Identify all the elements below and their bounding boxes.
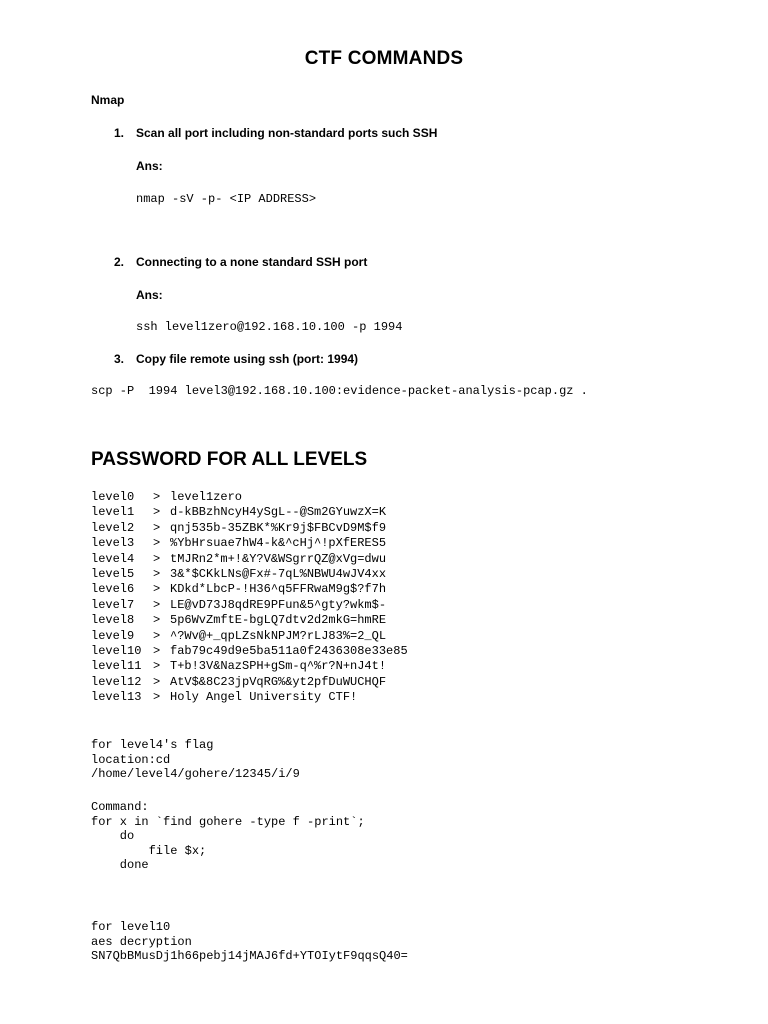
level-name: level7: [91, 597, 135, 612]
password-value: %YbHrsuae7hW4-k&^cHj^!pXfERES5: [170, 536, 387, 551]
level-name: level10: [91, 643, 142, 658]
question-3: [114, 352, 359, 366]
text-line: location:cd: [91, 752, 171, 767]
arrow: >: [153, 613, 161, 628]
password-row: [91, 598, 408, 613]
answer-label: Ans:: [136, 159, 163, 173]
password-row: [91, 582, 408, 597]
password-value: fab79c49d9e5ba511a0f2436308e33e85: [170, 643, 408, 658]
question-text: Connecting to a none standard SSH port: [136, 255, 368, 269]
flag-location-block: [91, 738, 300, 782]
text-line: /home/level4/gohere/12345/i/9: [91, 767, 300, 782]
password-row: [91, 567, 408, 582]
password-value: Holy Angel University CTF!: [170, 690, 358, 705]
command-block: [91, 800, 365, 873]
level-name: level0: [91, 490, 135, 504]
password-row: [91, 552, 408, 567]
password-value: KDkd*LbcP-!H36^q5FFRwaM9g$?f7h: [170, 582, 387, 597]
password-value: 3&*$CKkLNs@Fx#-7qL%NBWU4wJV4xx: [170, 566, 387, 581]
text-line: Command:: [91, 800, 149, 814]
level-name: level8: [91, 613, 135, 628]
arrow: >: [153, 674, 161, 689]
password-row: [91, 675, 408, 690]
password-row: [91, 644, 408, 659]
text-line: aes decryption: [91, 934, 192, 949]
level-name: level3: [91, 536, 135, 551]
level-name: level5: [91, 566, 135, 581]
password-value: qnj535b-35ZBK*%Kr9j$FBCvD9M$f9: [170, 520, 387, 535]
level-name: level4: [91, 551, 135, 566]
question-number: 3.: [114, 352, 125, 366]
question-text: Scan all port including non-standard ports such SSH: [136, 126, 438, 140]
text-line: do: [91, 829, 135, 844]
password-value: LE@vD73J8qdRE9PFun&5^gty?wkm$-: [170, 597, 387, 612]
password-list: [91, 490, 408, 705]
text-line: file $x;: [91, 843, 207, 858]
question-number: 2.: [114, 255, 125, 269]
password-row: [91, 629, 408, 644]
arrow: >: [153, 659, 161, 674]
question-1: [114, 126, 438, 140]
text-line: for x in `find gohere -type f -print`;: [91, 814, 365, 829]
question-number: 1.: [114, 126, 125, 140]
password-value: tMJRn2*m+!&Y?V&WSgrrQZ@xVg=dwu: [170, 551, 387, 566]
arrow: >: [153, 566, 161, 581]
text-line: for level10: [91, 920, 171, 934]
password-value: level1zero: [170, 490, 243, 504]
arrow: >: [153, 582, 161, 597]
password-value: d-kBBzhNcyH4ySgL--@Sm2GYuwzX=K: [170, 505, 387, 520]
arrow: >: [153, 520, 161, 535]
question-text: Copy file remote using ssh (port: 1994): [136, 352, 359, 366]
aes-decryption-block: [91, 920, 408, 964]
password-value: ^?Wv@+_qpLZsNkNPJM?rLJ83%=2_QL: [170, 628, 387, 643]
password-row: [91, 536, 408, 551]
text-line: for level4's flag: [91, 738, 214, 752]
password-row: [91, 659, 408, 674]
arrow: >: [153, 597, 161, 612]
password-value: 5p6WvZmftE-bgLQ7dtv2d2mkG=hmRE: [170, 613, 387, 628]
text-line: SN7QbBMusDj1h66pebj14jMAJ6fd+YTOIytF9qqsQ40=: [91, 949, 408, 964]
arrow: >: [153, 690, 161, 705]
question-2: [114, 255, 368, 269]
password-row: [91, 690, 408, 705]
password-value: T+b!3V&NazSPH+gSm-q^%r?N+nJ4t!: [170, 659, 387, 674]
arrow: >: [153, 490, 161, 504]
arrow: >: [153, 643, 161, 658]
command-line: ssh level1zero@192.168.10.100 -p 1994: [136, 320, 403, 334]
level-name: level12: [91, 674, 142, 689]
level-name: level9: [91, 628, 135, 643]
password-row: [91, 505, 408, 520]
password-value: AtV$&8C23jpVqRG%&yt2pfDuWUCHQF: [170, 674, 387, 689]
arrow: >: [153, 628, 161, 643]
level-name: level1: [91, 505, 135, 520]
section-heading-passwords: PASSWORD FOR ALL LEVELS: [91, 449, 368, 470]
page-title: CTF COMMANDS: [304, 48, 464, 69]
password-row: [91, 613, 408, 628]
arrow: >: [153, 551, 161, 566]
text-line: done: [91, 858, 149, 873]
answer-label: Ans:: [136, 288, 163, 302]
arrow: >: [153, 505, 161, 520]
command-line: nmap -sV -p- <IP ADDRESS>: [136, 192, 317, 206]
level-name: level11: [91, 659, 142, 674]
password-row: [91, 521, 408, 536]
command-line: scp -P 1994 level3@192.168.10.100:evidence-packet-analysis-pcap.gz .: [91, 384, 588, 398]
section-heading-nmap: Nmap: [91, 93, 125, 107]
arrow: >: [153, 536, 161, 551]
password-row: [91, 490, 408, 505]
level-name: level6: [91, 582, 135, 597]
level-name: level13: [91, 690, 142, 705]
level-name: level2: [91, 520, 135, 535]
